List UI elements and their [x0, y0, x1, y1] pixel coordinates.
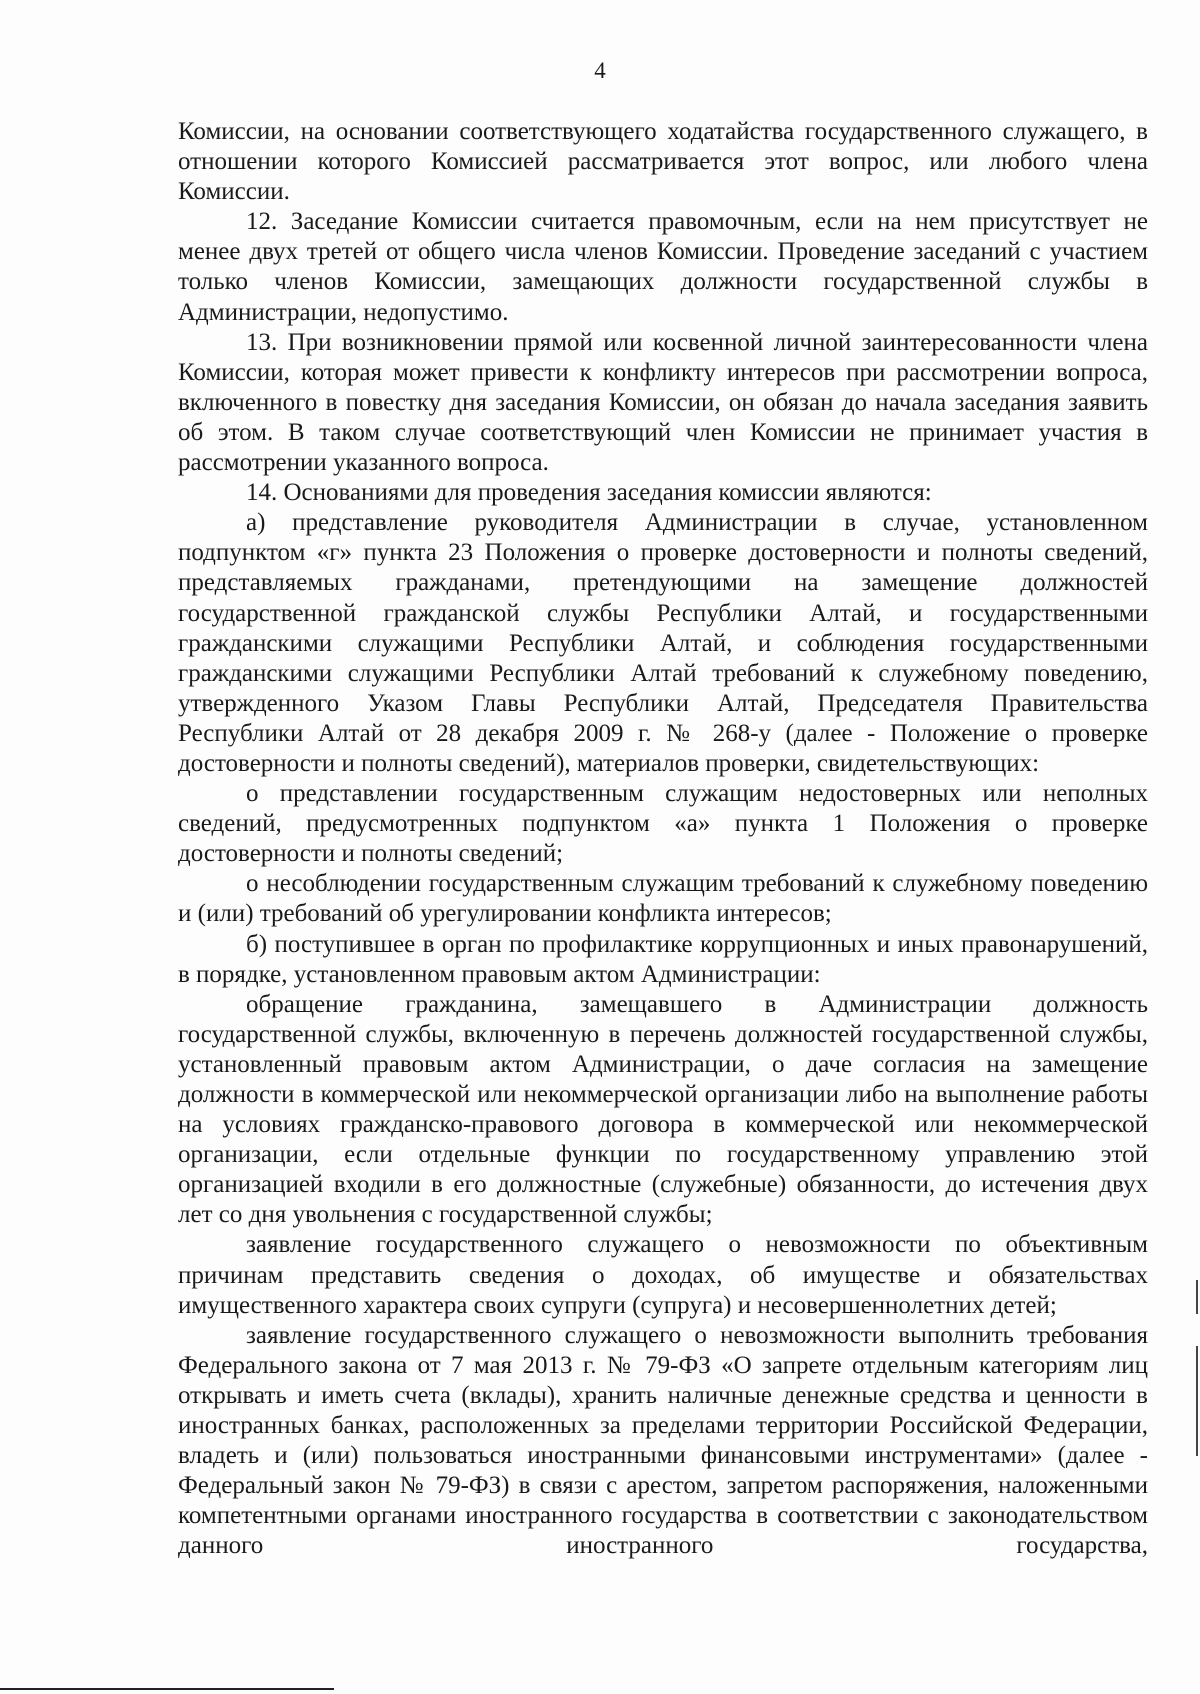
paragraph-subitem-a: а) представление руководителя Администрации в случае, установленном подпунктом «г» пункта 23 Положения о проверке достоверности и полноты сведений, представляемых гражданами, претендующими на замещение должностей государственной гражданской службы Республики Алтай, и государственными гражданскими служащими Республики Алтай, и соблюдения государственными гражданскими служащими Республики Алтай требований к служебному поведению, утвержденного Указом Главы Республики Алтай, Председателя Правительства Республики Алтай от 28 декабря 2009 г. № 268-у (далее - Положение о проверке достоверности и полноты сведений), материалов проверки, свидетельствующих: [178, 509, 1148, 777]
paragraph-item-14: 14. Основаниями для проведения заседания комиссии являются: [246, 479, 932, 507]
paragraph-subitem-b-2: заявление государственного служащего о невозможности по объективным причинам представить сведения о доходах, об имуществе и обязательствах имущественного характера своих супруги (супруга) и несовершеннолетних детей; [178, 1231, 1148, 1319]
document-body [178, 117, 1148, 1562]
paragraph-continuation: Комиссии, на основании соответствующего ходатайства государственного служащего, в отношении которого Комиссией рассматривается этот вопрос, или любого члена Комиссии. [178, 118, 1148, 206]
paragraph-subitem-b-1: обращение гражданина, замещавшего в Администрации должность государственной службы, включенную в перечень должностей государственной службы, установленный правовым актом Администрации, о даче согласия на замещение должности в коммерческой или некоммерческой организации либо на выполнение работы на условиях гражданско-правового договора в коммерческой или некоммерческой организации, если отдельные функции по государственному управлению этой организацией входили в его должностные (служебные) обязанности, до истечения двух лет со дня увольнения с государственной службы; [178, 990, 1148, 1229]
paragraph-item-12: 12. Заседание Комиссии считается правомочным, если на нем присутствует не менее двух третей от общего числа членов Комиссии. Проведение заседаний с участием только членов Комиссии, замещающих должности государственной службы в Администрации, недопустимо. [178, 208, 1148, 326]
paragraph-item-13: 13. При возникновении прямой или косвенной личной заинтересованности члена Комиссии, которая может привести к конфликту интересов при рассмотрении вопроса, включенного в повестку дня заседания Комиссии, он обязан до начала заседания заявить об этом. В таком случае соответствующий член Комиссии не принимает участия в рассмотрении указанного вопроса. [178, 328, 1148, 477]
scan-edge-mark [1196, 1346, 1198, 1456]
paragraph-subitem-a-1: о представлении государственным служащим недостоверных или неполных сведений, предусмотренных подпунктом «а» пункта 1 Положения о проверке достоверности и полноты сведений; [178, 780, 1148, 868]
paragraph-subitem-b: б) поступившее в орган по профилактике коррупционных и иных правонарушений, в порядке, установленном правовым актом Администрации: [178, 930, 1148, 988]
paragraph-subitem-b-3: заявление государственного служащего о невозможности выполнить требования Федерального закона от 7 мая 2013 г. № 79-ФЗ «О запрете отдельным категориям лиц открывать и иметь счета (вклады), хранить наличные денежные средства и ценности в иностранных банках, расположенных за пределами территории Российской Федерации, владеть и (или) пользоваться иностранными финансовыми инструментами» (далее - Федеральный закон № 79-ФЗ) в связи с арестом, запретом распоряжения, наложенными компетентными органами иностранного государства в соответствии с законодательством данного иностранного государства, [178, 1321, 1148, 1560]
paragraph-subitem-a-2: о несоблюдении государственным служащим требований к служебному поведению и (или) требований об урегулировании конфликта интересов; [178, 870, 1148, 928]
page-number: 4 [594, 58, 606, 83]
footer-rule [0, 1688, 334, 1690]
scan-edge-mark [1196, 1280, 1198, 1314]
